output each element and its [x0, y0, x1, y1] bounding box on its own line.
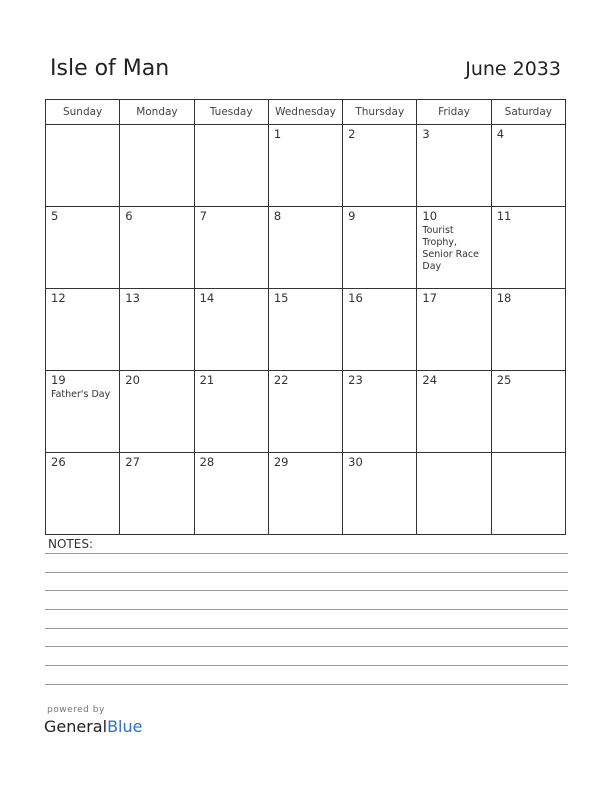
day-cell — [46, 453, 120, 535]
day-cell — [46, 207, 120, 289]
day-cell — [268, 371, 342, 453]
empty-day-cell — [120, 125, 194, 207]
day-number: 14 — [199, 291, 215, 305]
day-cell — [46, 371, 120, 453]
calendar-week-row — [46, 207, 566, 289]
calendar-week-row — [46, 125, 566, 207]
holiday-event: Father's Day — [51, 389, 111, 400]
day-cell — [417, 207, 491, 289]
weekday-tuesday: Tuesday — [194, 100, 268, 125]
day-number: 11 — [496, 209, 512, 223]
day-number: 28 — [199, 455, 215, 469]
weekday-header-row — [46, 100, 566, 125]
notes-line — [45, 609, 568, 610]
powered-by-text: powered by — [47, 705, 105, 715]
day-cell — [46, 289, 120, 371]
notes-line — [45, 628, 568, 629]
day-number: 13 — [125, 291, 140, 305]
day-number: 16 — [348, 291, 363, 305]
day-number: 19 — [51, 373, 66, 387]
weekday-sunday: Sunday — [46, 100, 120, 125]
day-number: 25 — [496, 373, 512, 387]
day-cell — [491, 207, 565, 289]
day-number: 5 — [51, 209, 59, 223]
day-number: 23 — [348, 373, 363, 387]
empty-day-cell — [194, 125, 268, 207]
day-cell — [120, 207, 194, 289]
day-cell — [491, 371, 565, 453]
day-cell — [343, 125, 417, 207]
brand-general: General — [44, 717, 108, 736]
day-cell — [194, 289, 268, 371]
calendar-title: Isle of Man — [50, 56, 170, 81]
notes-line — [45, 684, 568, 685]
notes-line — [45, 572, 568, 573]
day-number: 12 — [51, 291, 66, 305]
day-cell — [268, 289, 342, 371]
day-cell — [417, 125, 491, 207]
day-cell — [268, 453, 342, 535]
day-cell — [194, 371, 268, 453]
day-number: 15 — [273, 291, 289, 305]
day-cell — [268, 207, 342, 289]
day-cell — [491, 125, 565, 207]
day-number: 27 — [125, 455, 140, 469]
weekday-saturday: Saturday — [491, 100, 565, 125]
day-cell — [194, 207, 268, 289]
brand-blue: Blue — [107, 717, 143, 736]
day-number: 10 — [422, 209, 438, 223]
notes-label: NOTES: — [48, 537, 93, 551]
calendar-month: June 2033 — [465, 58, 561, 80]
calendar-week-row — [46, 289, 566, 371]
day-cell — [343, 289, 417, 371]
day-cell — [120, 453, 194, 535]
day-cell — [120, 289, 194, 371]
weekday-friday: Friday — [417, 100, 491, 125]
calendar-grid — [45, 99, 566, 535]
notes-line — [45, 646, 568, 647]
day-number: 6 — [125, 209, 133, 223]
calendar-week-row — [46, 371, 566, 453]
empty-day-cell — [491, 453, 565, 535]
day-cell — [491, 289, 565, 371]
day-number: 4 — [496, 127, 505, 141]
holiday-event: Tourist Trophy, Senior Race Day — [422, 225, 479, 272]
day-number: 9 — [348, 209, 356, 223]
weekday-wednesday: Wednesday — [268, 100, 342, 125]
day-number: 7 — [199, 209, 207, 223]
day-cell — [343, 207, 417, 289]
day-number: 29 — [273, 455, 289, 469]
day-number: 3 — [422, 127, 430, 141]
weekday-thursday: Thursday — [343, 100, 417, 125]
day-number: 1 — [273, 127, 282, 141]
day-number: 8 — [273, 209, 282, 223]
day-number: 18 — [496, 291, 512, 305]
notes-line — [45, 553, 568, 554]
day-number: 21 — [199, 373, 215, 387]
notes-line — [45, 665, 568, 666]
day-cell — [194, 453, 268, 535]
day-cell — [417, 289, 491, 371]
day-number: 22 — [273, 373, 289, 387]
empty-day-cell — [417, 453, 491, 535]
day-number: 17 — [422, 291, 438, 305]
weekday-monday: Monday — [120, 100, 194, 125]
day-number: 30 — [348, 455, 363, 469]
day-number: 20 — [125, 373, 140, 387]
day-number: 26 — [51, 455, 66, 469]
empty-day-cell — [46, 125, 120, 207]
calendar-week-row — [46, 453, 566, 535]
generalblue-logo[interactable] — [44, 717, 142, 736]
day-number: 2 — [348, 127, 356, 141]
day-number: 24 — [422, 373, 438, 387]
day-cell — [343, 371, 417, 453]
day-cell — [343, 453, 417, 535]
day-cell — [268, 125, 342, 207]
day-cell — [417, 371, 491, 453]
notes-line — [45, 590, 568, 591]
day-cell — [120, 371, 194, 453]
